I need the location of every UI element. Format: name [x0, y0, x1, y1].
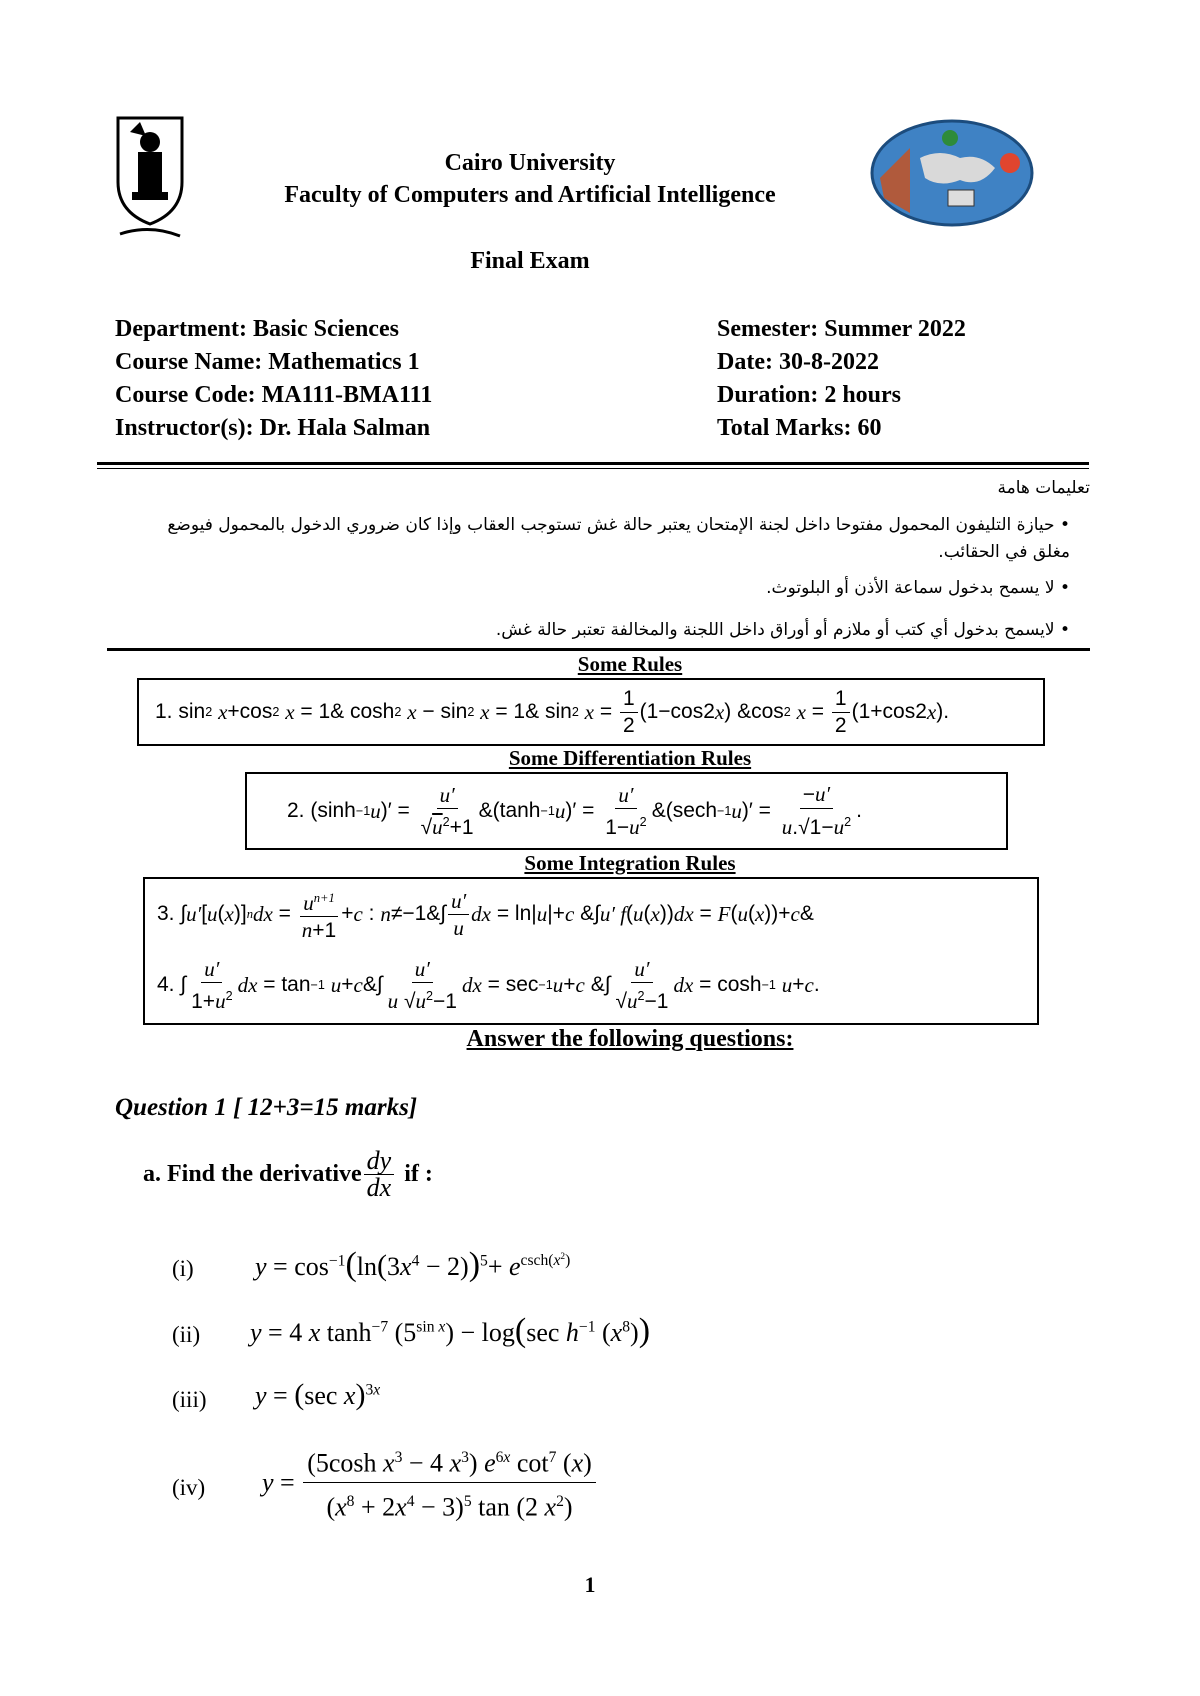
- part-a-suffix: if :: [404, 1161, 433, 1187]
- semester: Semester: Summer 2022: [717, 316, 966, 342]
- some-rules-title: Some Rules: [577, 652, 683, 676]
- integration-rule-4: 4. ∫ $\frac{u'}{1+u^2}$ dx = tan −1 u + c &∫ $\frac{u'}{u √u^2-1}$ dx = sec −1 u + c &∫ $\frac{u'}{√u^2-1}$ dx = cosh −1 u + c .: [157, 956, 820, 1013]
- rules-box-1: 1. sin 2 x +cos 2 x = 1& cosh 2 x − sin 2 x = 1& sin 2 x = $\frac{1}{2}$ (1−cos2 x ) &cos 2 x = $\frac{1}{2}$ (1+cos2 x ).: [137, 678, 1045, 746]
- question-1-title: Question 1 [ 12+3=15 marks]: [115, 1094, 418, 1121]
- department: Department: Basic Sciences: [115, 316, 399, 342]
- faculty-logo: [870, 118, 1035, 228]
- cairo-university-logo: [110, 112, 190, 242]
- header-divider-thin: [97, 468, 1089, 469]
- equation-iii: y = (sec x)$^{3x}$: [255, 1378, 381, 1411]
- faculty-name: Faculty of Computers and Artificial Intelligence: [284, 182, 776, 208]
- page-number: 1: [584, 1572, 596, 1597]
- exam-date: Date: 30-8-2022: [717, 349, 879, 375]
- equation-ii: y = 4 x $\tanh^{-7} (5^{sin x}) - \log(\sec$ $h^{-1}$ $(x^8)$): [250, 1312, 651, 1349]
- part-a-text: a. Find the derivative: [143, 1161, 362, 1187]
- rules-box-2: 2. (sinh −1 u )′ = $\frac{u'}{√u^2+1}$ &(tanh −1 u )′ = $\frac{u'}{1-u^2}$ &(sech −1 u )′ = $\frac{-u'}{u.√1-u^2}$ .: [245, 772, 1008, 850]
- header-divider: [97, 462, 1089, 465]
- int-rules-title: Some Integration Rules: [524, 851, 736, 875]
- label-iii: (iii): [172, 1387, 207, 1412]
- exam-title: Final Exam: [470, 248, 590, 274]
- total-marks: Total Marks: 60: [717, 415, 882, 441]
- label-iv: (iv): [172, 1475, 206, 1500]
- course-name: Course Name: Mathematics 1: [115, 349, 420, 375]
- question-1a: [143, 1148, 433, 1201]
- label-i: (i): [172, 1256, 194, 1281]
- instruction-item-3: • لايسمح بدخول أي كتب أو ملازم أو أوراق داخل اللجنة والمخالفة تعتبر حالة غش.: [495, 620, 1070, 640]
- instruction-item-1: • حيازة التليفون المحمول مفتوحا داخل لجنة الإمتحان يعتبر حالة غش تستوجب العقاب وإذا كان ضروري الدخول بالمحمول فيوضع مغلق في الحقائب.: [167, 515, 1070, 562]
- equation-iv-fraction: $\frac{(5\cosh x^3 - 4 x^3) e^{6x} \cot^7 (x)}{(x^8 + 2x^4 - 3)^5 \tan (2 x^2)}$: [303, 1440, 596, 1526]
- instructor: Instructor(s): Dr. Hala Salman: [115, 415, 431, 441]
- course-code: Course Code: MA111-BMA111: [115, 382, 433, 408]
- label-ii: (ii): [172, 1322, 201, 1347]
- diff-rules-title: Some Differentiation Rules: [508, 746, 752, 770]
- instructions-divider: [107, 648, 1090, 651]
- university-name: Cairo University: [444, 150, 616, 176]
- equation-i: $y = \cos^{-1}(\ln(3x^4 - 2))^5+ e^{csch(x^2)}$: [255, 1246, 571, 1283]
- integration-rule-3: 3. ∫ u′ [ u ( x )] n dx = $\frac{u^{n+1}}{n+1}$ + c : n ≠−1&∫ $\frac{u'}{u}$ dx = ln| u |+ c &∫ u′ f ( u ( x )) dx = F ( u ( x ))+ c &: [157, 879, 1037, 949]
- instructions-heading: تعليمات هامة: [997, 478, 1090, 498]
- rules-box-3: [143, 877, 1039, 1025]
- dy-dx-fraction: $\frac{dy}{dx}$: [364, 1148, 395, 1201]
- duration: Duration: 2 hours: [717, 382, 902, 408]
- answer-heading: Answer the following questions:: [466, 1026, 794, 1052]
- instruction-item-2: • لا يسمح بدخول سماعة الأذن أو البلوتوث.: [766, 578, 1070, 598]
- info-left: [115, 313, 675, 445]
- equation-iv: y = $\frac{(5\cosh x^3 - 4 x^3) e^{6x} \cot^7 (x)}{(x^8 + 2x^4 - 3)^5 \tan (2 x^2)}$: [262, 1440, 598, 1526]
- info-right: [717, 313, 1117, 445]
